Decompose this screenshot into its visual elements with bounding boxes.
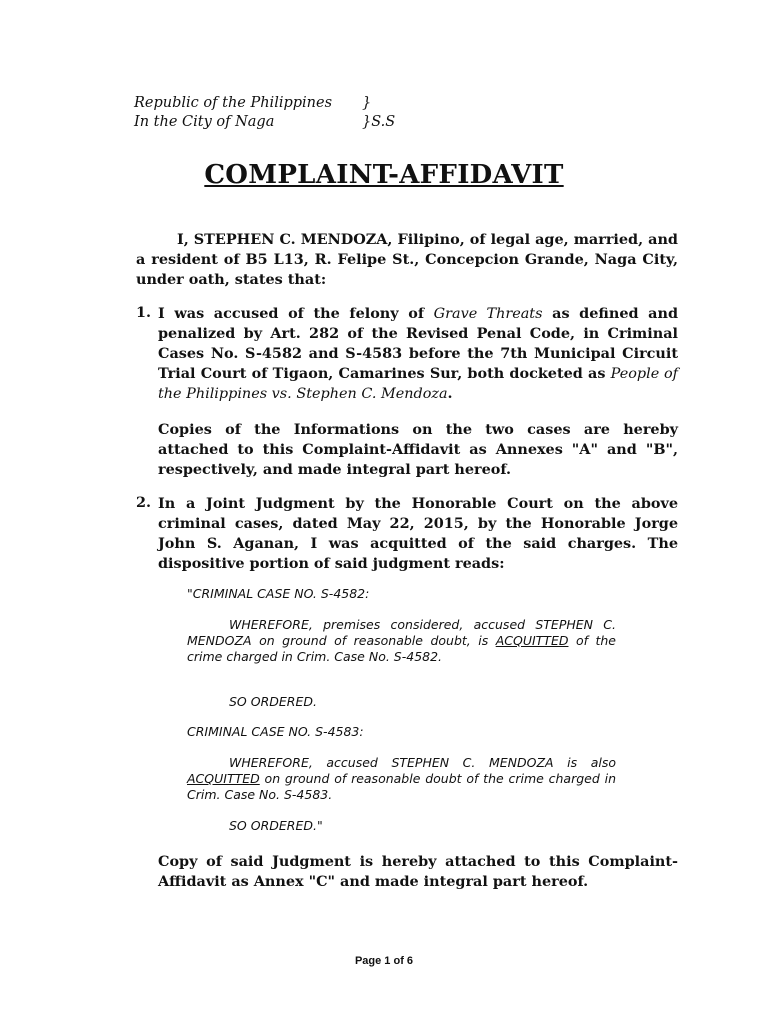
quote-case-2-text-b: on ground of reasonable doubt of the crime charged in Crim. Case No. S-4583. xyxy=(187,771,616,802)
item-1-paragraph xyxy=(158,304,678,404)
item-1-text-c: . xyxy=(447,385,453,402)
caption-brace: } xyxy=(362,95,372,111)
quote-case-1-body xyxy=(187,617,616,665)
caption-republic: Republic of the Philippines xyxy=(134,95,333,111)
judgment-copy-paragraph: Copy of said Judgment is hereby attached to this Complaint-Affidavit as Annex "C" and made integral part hereof. xyxy=(158,853,678,890)
acquitted-2: ACQUITTED xyxy=(187,771,260,786)
case-title: People of the Philippines vs. Stephen C. Mendoza xyxy=(158,366,678,402)
item-1-number: 1. xyxy=(136,304,152,321)
quote-case-2-body xyxy=(187,755,616,803)
document-title: COMPLAINT-AFFIDAVIT xyxy=(204,160,564,190)
item-2-number: 2. xyxy=(136,494,152,511)
intro-paragraph: I, STEPHEN C. MENDOZA, Filipino, of legal age, married, and a resident of B5 L13, R. Felipe St., Concepcion Grande, Naga City, under oath, states that: xyxy=(136,231,678,288)
so-ordered-1: SO ORDERED. xyxy=(229,694,317,709)
quote-case-2-heading: CRIMINAL CASE NO. S-4583: xyxy=(187,724,364,739)
quote-case-2-text-a: WHEREFORE, accused STEPHEN C. MENDOZA is also xyxy=(229,755,616,770)
annex-paragraph: Copies of the Informations on the two cases are hereby attached to this Complaint-Affidavit as Annexes "A" and "B", respectively, and made integral part hereof. xyxy=(158,421,678,478)
caption-city: In the City of Naga xyxy=(134,114,275,130)
quote-case-1-text-a: WHEREFORE, premises considered, accused STEPHEN C. MENDOZA on ground of reasonable doubt, is xyxy=(187,617,616,648)
venue-caption xyxy=(134,94,396,132)
caption-ss: }S.S xyxy=(362,114,396,130)
acquitted-1: ACQUITTED xyxy=(495,633,569,648)
item-1-text-a: I was accused of the felony of xyxy=(158,305,434,322)
page-number: Page 1 of 6 xyxy=(354,955,414,967)
so-ordered-2: SO ORDERED." xyxy=(229,818,323,833)
quote-case-1-text-b: of the crime charged in Crim. Case No. S-4582. xyxy=(187,633,616,664)
item-2-paragraph: In a Joint Judgment by the Honorable Court on the above criminal cases, dated May 22, 2015, by the Honorable Jorge John S. Aganan, I was acquitted of the said charges. The dispositive portion of said judgment reads: xyxy=(158,495,678,572)
quote-case-1-heading: "CRIMINAL CASE NO. S-4582: xyxy=(187,586,370,601)
felony-name: Grave Threats xyxy=(433,306,543,322)
item-1-text-b: as defined and penalized by Art. 282 of the Revised Penal Code, in Criminal Cases No. S-4582 and S-4583 before the 7th Municipal Circuit Trial Court of Tigaon, Camarines Sur, both docketed as xyxy=(158,305,679,382)
